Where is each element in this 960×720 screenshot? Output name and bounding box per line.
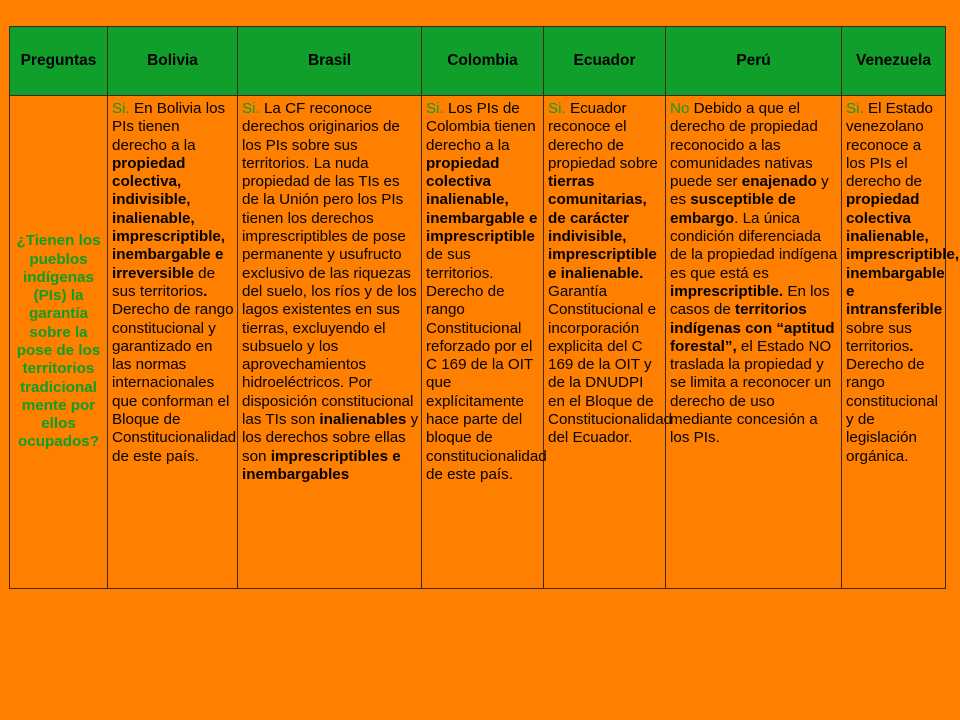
ecuador-segment: tierras comunitarias, de carácter indivisible, imprescriptible e inalienable. bbox=[548, 173, 657, 282]
bolivia-text bbox=[112, 100, 236, 465]
colombia-answer: Si. bbox=[426, 100, 444, 117]
bolivia-segment: . bbox=[203, 282, 208, 300]
header-preguntas: Preguntas bbox=[10, 27, 108, 96]
header-peru: Perú bbox=[666, 27, 842, 96]
header-ecuador: Ecuador bbox=[544, 27, 666, 96]
peru-segment: . La única condición diferenciada de la propiedad indígena es que está es bbox=[670, 209, 838, 282]
answer-row bbox=[10, 96, 946, 589]
brasil-cell bbox=[238, 96, 422, 589]
comparison-table bbox=[9, 26, 960, 589]
ecuador-segment: Garantía Constitucional e incorporación explicita del C 169 de la OIT y de la DNUDPI en el Bloque de Constitucionalidad del Ecuador. bbox=[548, 282, 673, 447]
ecuador-answer: Si. bbox=[548, 100, 566, 117]
header-row bbox=[10, 27, 946, 96]
header-colombia: Colombia bbox=[422, 27, 544, 96]
peru-text bbox=[670, 100, 837, 446]
brasil-segment: La CF reconoce derechos originarios de los PIs sobre sus territorios. La nuda propiedad de las TIs es de la Unión pero los PIs tienen los derechos imprescriptibles de pose permanente y usufructo exclusivo de las riquezas del suelo, los ríos y de los lagos existentes en sus tierras, excluyendo el subsuelo y los aprovechamientos hidroeléctricos. Por disposición constitucional las TIs son bbox=[242, 100, 417, 429]
bolivia-answer: Si. bbox=[112, 100, 130, 117]
bolivia-cell bbox=[108, 96, 238, 589]
peru-segment: el Estado NO traslada la propiedad y se limita a reconocer un derecho de uso mediante concesión a los PIs. bbox=[670, 337, 832, 447]
colombia-text bbox=[426, 100, 547, 483]
bolivia-segment: Derecho de rango constitucional y garantizado en las normas internacionales que conforman el Bloque de Constitucionalidad de este país. bbox=[112, 301, 237, 465]
bolivia-segment: de sus territorios bbox=[112, 264, 216, 300]
venezuela-segment: sobre sus territorios bbox=[846, 319, 912, 355]
peru-segment: susceptible de embargo bbox=[670, 191, 796, 227]
venezuela-segment: Derecho de rango constitucional y de legislación orgánica. bbox=[846, 356, 939, 465]
header-bolivia: Bolivia bbox=[108, 27, 238, 96]
bolivia-segment: propiedad colectiva, indivisible, inalienable, imprescriptible, inembargable e irreversible bbox=[112, 154, 226, 282]
bolivia-segment: En Bolivia los PIs tienen derecho a la bbox=[112, 100, 226, 154]
ecuador-segment: Ecuador reconoce el derecho de propiedad sobre bbox=[548, 100, 658, 172]
venezuela-cell bbox=[842, 96, 960, 589]
header-venezuela: Venezuela bbox=[842, 27, 946, 96]
colombia-segment: Los PIs de Colombia tienen derecho a la bbox=[426, 100, 536, 154]
venezuela-segment: El Estado venezolano reconoce a los PIs el derecho de bbox=[846, 100, 933, 191]
brasil-segment: imprescriptibles e inembargables bbox=[242, 447, 401, 483]
peru-segment: Debido a que el derecho de propiedad reconocido a las comunidades nativas puede ser bbox=[670, 100, 818, 191]
header-brasil: Brasil bbox=[238, 27, 422, 96]
venezuela-text bbox=[846, 100, 959, 465]
colombia-segment: de sus territorios. Derecho de rango Constitucional reforzado por el C 169 de la OIT que explícitamente hace parte del bloque de constitucionalidad de este país. bbox=[426, 246, 547, 483]
question-cell: ¿Tienen los pueblos indígenas (PIs) la garantía sobre la pose de los territorios tradicional mente por ellos ocupados? bbox=[10, 96, 108, 589]
colombia-cell bbox=[422, 96, 547, 589]
peru-segment: y es bbox=[670, 173, 829, 209]
peru-segment: territorios indígenas con “aptitud forestal”, bbox=[670, 301, 835, 355]
brasil-text bbox=[242, 100, 418, 483]
venezuela-segment: . bbox=[909, 337, 914, 355]
peru-answer: No bbox=[670, 100, 690, 117]
brasil-answer: Si. bbox=[242, 100, 260, 117]
peru-cell bbox=[666, 96, 842, 589]
peru-segment: imprescriptible. bbox=[670, 282, 784, 300]
peru-segment: enajenado bbox=[741, 173, 817, 191]
brasil-segment: y los derechos sobre ellas son bbox=[242, 411, 419, 465]
peru-segment: En los casos de bbox=[670, 282, 830, 319]
ecuador-text bbox=[548, 100, 672, 446]
venezuela-segment: propiedad colectiva inalienable, imprescriptible, inembargable e intransferible bbox=[846, 191, 960, 319]
ecuador-cell bbox=[544, 96, 673, 589]
venezuela-answer: Si. bbox=[846, 100, 864, 117]
brasil-segment: inalienables bbox=[319, 411, 407, 429]
colombia-segment: propiedad colectiva inalienable, inembargable e imprescriptible bbox=[426, 154, 538, 246]
